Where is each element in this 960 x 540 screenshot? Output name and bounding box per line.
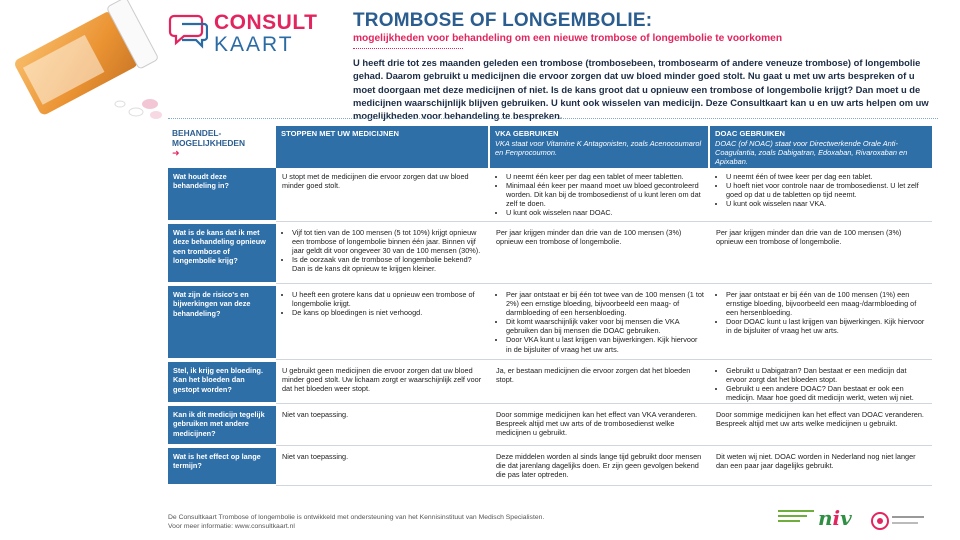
table-cell (490, 362, 710, 404)
table-cell (710, 224, 932, 284)
table-cell (490, 168, 710, 222)
cell-text: U gebruikt geen medicijnen die ervoor zorgen dat uw bloed minder goed stolt. Uw lichaam zorgt er waarschijnlijk zelf voor dat het bloeden weer stopt. (282, 366, 482, 394)
table-cell (710, 406, 932, 446)
page-title: TROMBOSE OF LONGEMBOLIE: (353, 10, 653, 31)
list-item: • Per jaar ontstaat er bij één van de 100 mensen (1%) een ernstige bloeding, bijvoorbeeld een maag-/darmbloeding of een hersenbloeding. (726, 290, 926, 317)
list-item: • U heeft een grotere kans dat u opnieuw een trombose of longembolie krijgt. (292, 290, 484, 308)
list-item: • Gebruikt u Dabigatran? Dan bestaat er een medicijn dat ervoor zorgt dat het bloeden stopt. (726, 366, 926, 384)
intro-paragraph: U heeft drie tot zes maanden geleden een trombose (trombosebeen, trombosearm of andere veneuze trombose) of longembolie gehad. Daarom gebruikt u medicijnen die ervoor zorgen dat uw bloed minder goed stolt. Nu gaat u met uw arts bespreken of u moet doorgaan met deze medicijnen of niet. Is de kans groot dat u opnieuw een trombose of longembolie krijgt? Dan moet u de medicijnen waarschijnlijk blijven gebruiken. U kunt ook wisselen van medicijn. Deze Consultkaart kan u en uw arts helpen om uw mogelijkheden voor behandeling te bespreken. (353, 57, 929, 122)
row-question: Wat is het effect op lange termijn? (168, 448, 276, 484)
column-title: VKA GEBRUIKEN (495, 129, 559, 138)
table-corner-label (168, 126, 274, 168)
column-title: DOAC GEBRUIKEN (715, 129, 786, 138)
cell-text: Door sommige medicijnen kan het effect van VKA veranderen. Bespreek altijd met uw arts of de trombosedienst welke medicijnen u gebruikt. (496, 410, 698, 438)
row-divider (276, 283, 932, 284)
list-item: • De kans op bloedingen is niet verhoogd. (292, 308, 484, 317)
cell-text: Niet van toepassing. (282, 452, 349, 461)
logo-line2: KAART (214, 33, 294, 56)
table-cell (710, 448, 932, 486)
arrow-icon: ➜ (172, 148, 180, 158)
table-cell (490, 406, 710, 446)
list-item: • Is de oorzaak van de trombose of longembolie bekend? Dan is de kans dit opnieuw te krijgen kleiner. (292, 255, 484, 273)
list-item: • Per jaar ontstaat er bij één tot twee van de 100 mensen (1 tot 2%) een ernstige bloeding, bijvoorbeeld een maag- of darmbloeding of een hersenbloeding. (506, 290, 704, 317)
cell-text: Deze middelen worden al sinds lange tijd gebruikt door mensen die dat jarenlang dagelijks doen. Er zijn geen gevolgen bekend die pas later optreden. (496, 452, 702, 480)
list-item: • Dit komt waarschijnlijk vaker voor bij mensen die VKA gebruiken dan bij mensen die DOAC gebruiken. (506, 317, 704, 335)
treatment-table (168, 126, 932, 486)
cell-text: Per jaar krijgen minder dan drie van de 100 mensen (3%) opnieuw een trombose of longembolie. (716, 228, 902, 247)
cell-text: Dit weten wij niet. DOAC worden in Nederland nog niet langer dan een paar jaar dagelijks gebruikt. (716, 452, 916, 471)
table-cell (276, 362, 490, 404)
column-title: STOPPEN MET UW MEDICIJNEN (281, 129, 399, 138)
cell-text: U stopt met de medicijnen die ervoor zorgen dat uw bloed minder goed stolt. (282, 172, 469, 191)
cell-list (716, 366, 926, 402)
list-item: • Minimaal één keer per maand moet uw bloed gecontroleerd worden. Dit kan bij de trombosedienst of u kunt leren om dat zelf te doen. (506, 181, 704, 208)
column-subtitle: DOAC (of NOAC) staat voor Directwerkende Orale Anti-Coagulantia, zoals Dabigatran, Edoxaban, Rivaroxaban en Apixaban. (715, 139, 908, 166)
row-question: Kan ik dit medicijn tegelijk gebruiken met andere medicijnen? (168, 406, 276, 444)
column-header-vka (490, 126, 708, 168)
cell-text: Niet van toepassing. (282, 410, 349, 419)
footer-line2: Voor meer informatie: www.consultkaart.nl (168, 522, 295, 530)
table-cell (276, 448, 490, 486)
row-question: Wat houdt deze behandeling in? (168, 168, 276, 220)
partner-logos (778, 504, 938, 538)
cell-list (716, 172, 926, 208)
column-header-doac (710, 126, 932, 168)
intro-text (353, 56, 938, 122)
list-item: • U neemt één keer per dag een tablet of meer tabletten. (506, 172, 704, 181)
table-cell (710, 362, 932, 404)
speech-bubble-icon (168, 10, 208, 50)
cell-text: Per jaar krijgen minder dan drie van de 100 mensen (3%) opnieuw een trombose of longembolie. (496, 228, 682, 247)
list-item: • Door VKA kunt u last krijgen van bijwerkingen. Kijk hiervoor in de bijsluiter of vraag het uw arts. (506, 335, 704, 353)
table-cell (276, 224, 490, 284)
niv-logo: niv (818, 506, 852, 530)
corner-label-text: BEHANDEL-MOGELIJKHEDEN (172, 128, 246, 148)
footer-text (168, 514, 544, 531)
table-cell (276, 286, 490, 360)
section-divider (168, 118, 938, 119)
row-divider (276, 221, 932, 222)
row-question: Wat is de kans dat ik met deze behandeling opnieuw een trombose of longembolie krijg? (168, 224, 276, 282)
cell-list (496, 172, 704, 217)
cell-list (716, 290, 926, 335)
cell-text: Door sommige medicijnen kan het effect van DOAC veranderen. Bespreek altijd met uw arts welke medicijnen u gebruikt. (716, 410, 924, 429)
list-item: • U neemt één of twee keer per dag een tablet. (726, 172, 926, 181)
subtitle-underline (353, 48, 463, 49)
row-question: Wat zijn de risico's en bijwerkingen van deze behandeling? (168, 286, 276, 358)
table-cell (490, 224, 710, 284)
list-item: • U kunt ook wisselen naar DOAC. (506, 208, 704, 217)
column-header-stop (276, 126, 488, 168)
list-item: • U kunt ook wisselen naar VKA. (726, 199, 926, 208)
row-divider (276, 445, 932, 446)
cell-list (282, 290, 484, 317)
partner-logo-a (778, 510, 814, 525)
footer-line1: De Consultkaart Trombose of longembolie is ontwikkeld met ondersteuning van het Kennisinstituut van Medisch Specialisten. (168, 514, 545, 521)
table-cell (276, 168, 490, 222)
page-subtitle: mogelijkheden voor behandeling om een nieuwe trombose of longembolie te voorkomen (353, 33, 783, 44)
partner-logo-b (870, 506, 928, 536)
row-divider (276, 403, 932, 404)
table-cell (710, 168, 932, 222)
row-divider (276, 485, 932, 486)
list-item: • U hoeft niet voor controle naar de trombosedienst. U let zelf goed op dat u de tabletten op tijd neemt. (726, 181, 926, 199)
table-cell (710, 286, 932, 360)
logo-line1: CONSULT (214, 11, 318, 34)
table-cell (490, 286, 710, 360)
table-cell (276, 406, 490, 446)
column-subtitle: VKA staat voor Vitamine K Antagonisten, zoals Acenocoumarol en Fenprocoumon. (495, 139, 702, 157)
cell-list (496, 290, 704, 354)
cell-list (282, 228, 484, 273)
table-cell (490, 448, 710, 486)
pill-bottle-image (0, 0, 165, 122)
row-question: Stel, ik krijg een bloeding. Kan het bloeden dan gestopt worden? (168, 362, 276, 402)
list-item: • Vijf tot tien van de 100 mensen (5 tot 10%) krijgt opnieuw een trombose of longembolie binnen één jaar. Binnen vijf jaar geldt dit voor ongeveer 30 van de 100 mensen (30%). (292, 228, 484, 255)
cell-text: Ja, er bestaan medicijnen die ervoor zorgen dat het bloeden stopt. (496, 366, 691, 385)
list-item: • Gebruikt u een andere DOAC? Dan bestaat er ook een medicijn. Maar hoe goed dit medicijn werkt, weten wij niet. (726, 384, 926, 402)
consultkaart-logo (168, 6, 328, 54)
list-item: • Door DOAC kunt u last krijgen van bijwerkingen. Kijk hiervoor in de bijsluiter of vraag het uw arts. (726, 317, 926, 335)
row-divider (276, 359, 932, 360)
